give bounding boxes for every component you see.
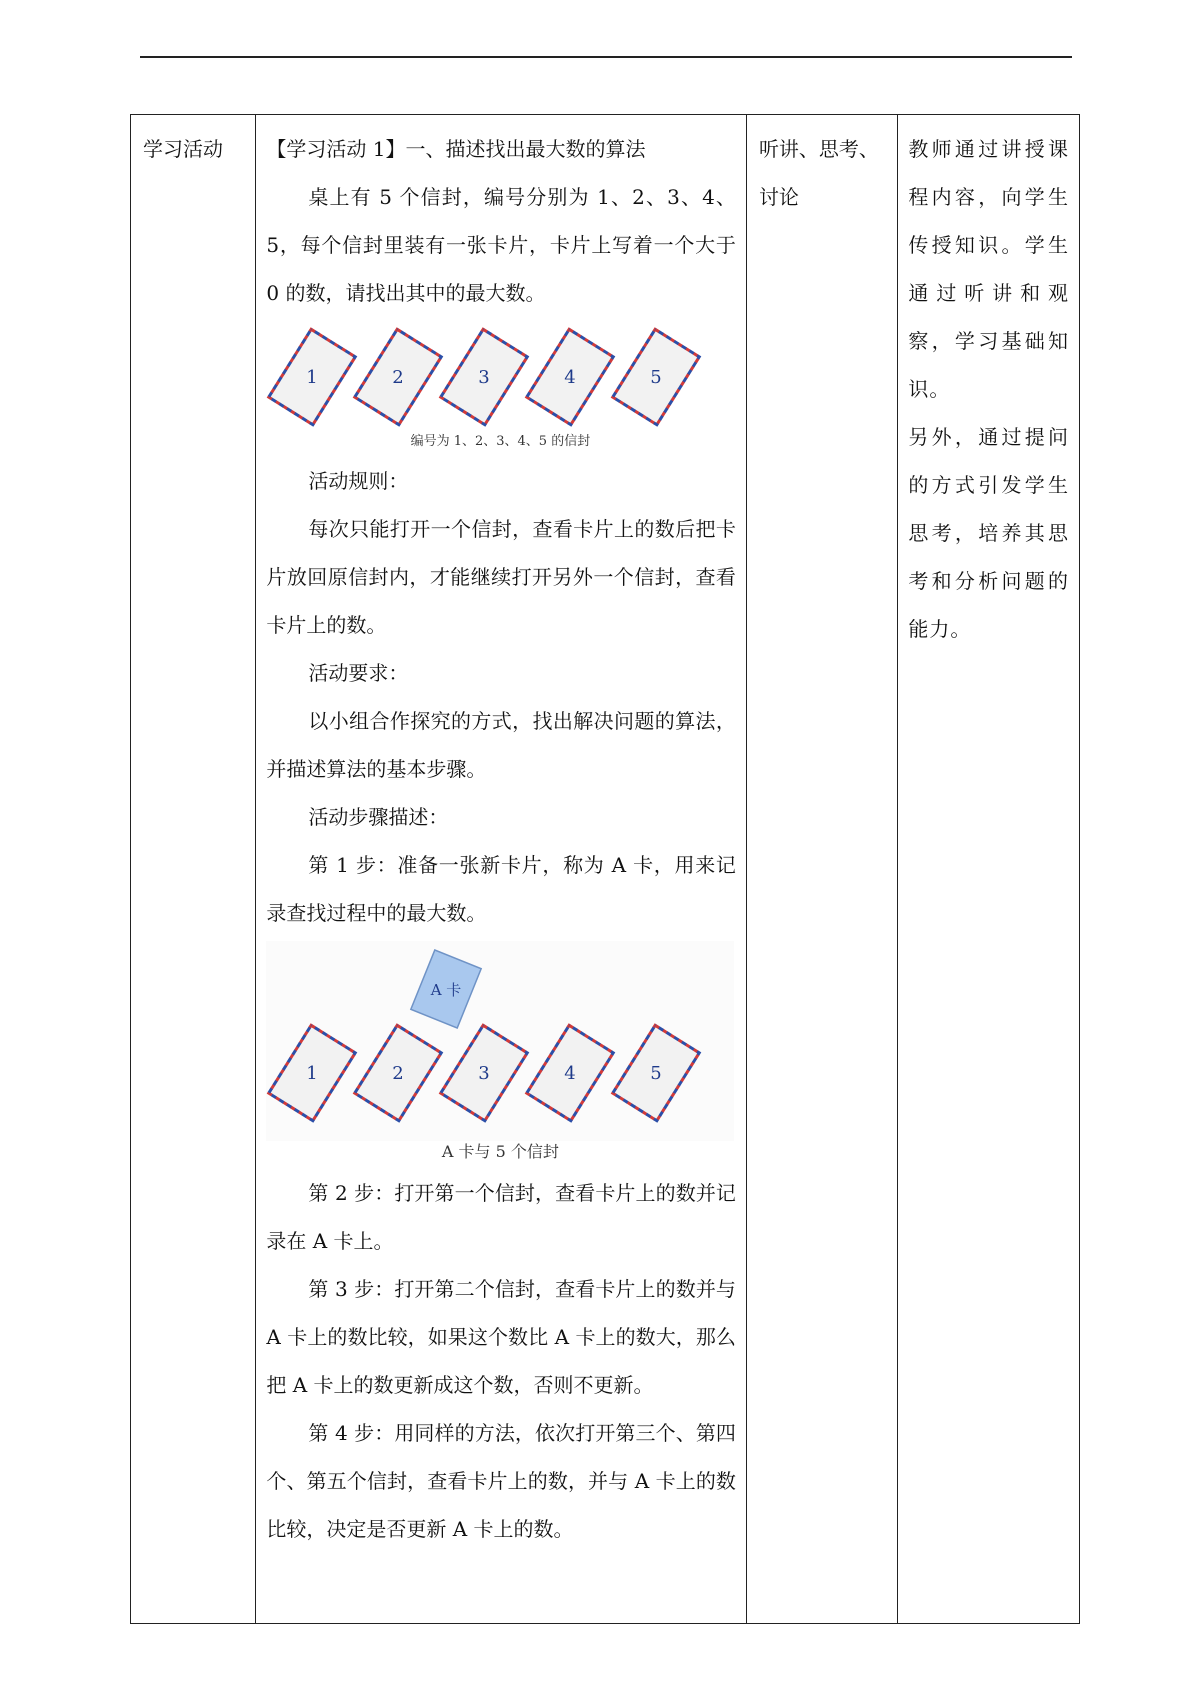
card-envelopes-figure bbox=[266, 941, 734, 1163]
rules-heading: 活动规则： bbox=[308, 469, 409, 493]
step-2: 第 2 步：打开第一个信封，查看卡片上的数并记录在 A 卡上。 bbox=[266, 1181, 736, 1253]
student-activity-cell bbox=[746, 115, 897, 1624]
card-and-envelopes-illustration bbox=[266, 941, 734, 1141]
envelopes-illustration bbox=[266, 321, 734, 433]
step-3: 第 3 步：打开第二个信封，查看卡片上的数并与 A 卡上的数比较，如果这个数比 A 卡上的数大，那么把 A 卡上的数更新成这个数，否则不更新。 bbox=[266, 1277, 736, 1397]
design-intent-cell bbox=[898, 115, 1080, 1624]
activity-cell bbox=[256, 115, 747, 1624]
activity-title: 【学习活动 1】一、描述找出最大数的算法 bbox=[266, 137, 646, 161]
envelope-number: 2 bbox=[392, 367, 405, 388]
envelope-number: 1 bbox=[306, 1063, 319, 1084]
envelope-number: 5 bbox=[650, 1063, 663, 1084]
requirements-text: 以小组合作探究的方式，找出解决问题的算法，并描述算法的基本步骤。 bbox=[266, 709, 736, 781]
envelope-number: 1 bbox=[306, 367, 319, 388]
envelope-number: 4 bbox=[564, 1063, 577, 1084]
steps-heading: 活动步骤描述： bbox=[308, 805, 449, 829]
figure2-caption: A 卡与 5 个信封 bbox=[441, 1142, 559, 1161]
a-card-label: A 卡 bbox=[431, 981, 462, 999]
envelope-number: 5 bbox=[650, 367, 663, 388]
envelope-number: 3 bbox=[478, 1063, 491, 1084]
lesson-table bbox=[130, 114, 1080, 1624]
design-intent-p2: 另外，通过提问的方式引发学生思考，培养其思考和分析问题的能力。 bbox=[908, 425, 1069, 641]
requirements-heading: 活动要求： bbox=[308, 661, 409, 685]
category-label: 学习活动 bbox=[143, 137, 223, 161]
step-4: 第 4 步：用同样的方法，依次打开第三个、第四个、第五个信封，查看卡片上的数，并与 A 卡上的数比较，决定是否更新 A 卡上的数。 bbox=[266, 1421, 736, 1541]
design-intent-p1: 教师通过讲授课程内容，向学生传授知识。学生通过听讲和观察，学习基础知识。 bbox=[908, 137, 1069, 401]
envelope-number: 3 bbox=[478, 367, 491, 388]
envelope-number: 2 bbox=[392, 1063, 405, 1084]
envelopes-figure bbox=[266, 321, 734, 451]
figure1-caption: 编号为 1、2、3、4、5 的信封 bbox=[410, 434, 591, 449]
student-activity-text: 听讲、思考、讨论 bbox=[758, 137, 879, 209]
table-row bbox=[131, 115, 1080, 1624]
header-rule bbox=[140, 56, 1072, 58]
category-cell bbox=[131, 115, 256, 1624]
envelope-number: 4 bbox=[564, 367, 577, 388]
rules-text: 每次只能打开一个信封，查看卡片上的数后把卡片放回原信封内，才能继续打开另外一个信封，查看卡片上的数。 bbox=[266, 517, 736, 637]
activity-intro: 桌上有 5 个信封，编号分别为 1、2、3、4、5，每个信封里装有一张卡片，卡片上写着一个大于 0 的数，请找出其中的最大数。 bbox=[266, 185, 736, 305]
step-1: 第 1 步：准备一张新卡片，称为 A 卡，用来记录查找过程中的最大数。 bbox=[266, 853, 736, 925]
